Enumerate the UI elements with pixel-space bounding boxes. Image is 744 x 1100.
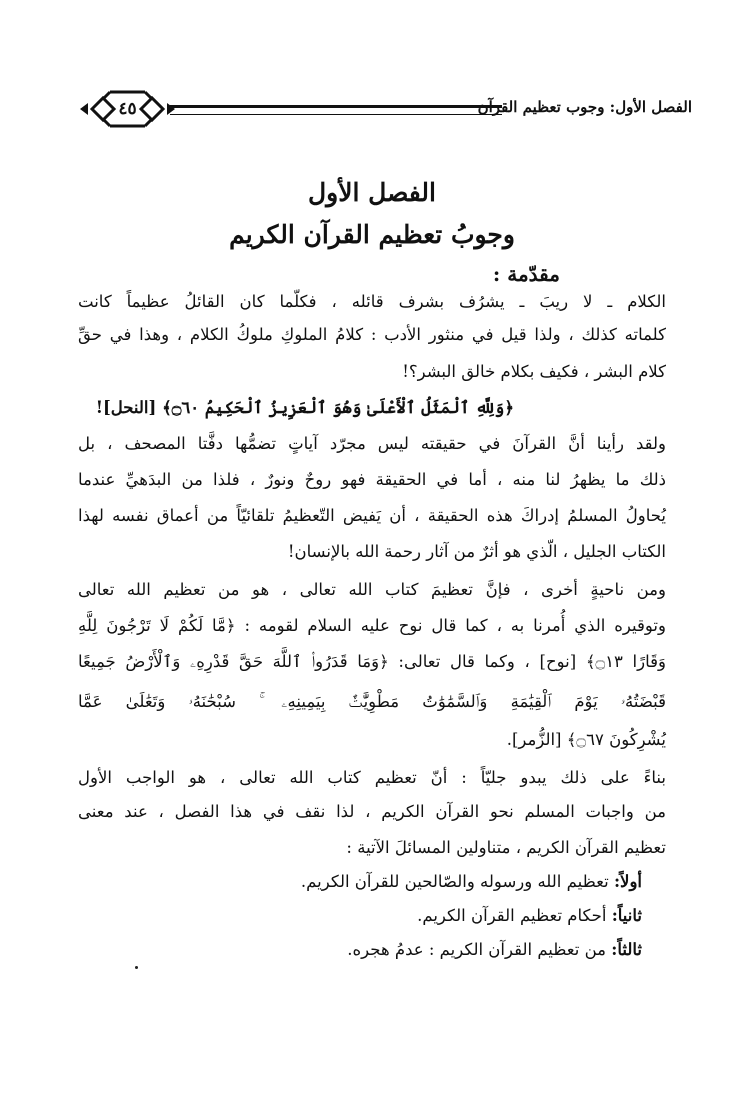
text-line: ذلك ما يظهرُ لنا منه ، أما في الحقيقة فهو روحٌ ونورٌ ، فلذا من البدَهيِّ عندما	[78, 470, 666, 489]
text-line: بناءً على ذلك يبدو جليّاً : أنّ تعظيم كتاب الله تعالى ، هو الواجب الأول	[78, 768, 666, 787]
list-item	[301, 872, 642, 891]
list-label: ثانياً:	[611, 906, 642, 925]
text-line: الكلام ـ لا ريبَ ـ يشرُف بشرف قائله ، فكلّما كان القائلُ عظيماً كانت	[78, 292, 666, 311]
chapter-title: الفصل الأول	[308, 178, 436, 207]
list-text: من تعظيم القرآن الكريم : عدمُ هجره.	[347, 940, 612, 959]
text-line: الكتاب الجليل ، الّذي هو أثرٌ من آثار رحمة الله بالإنسان!	[287, 542, 666, 561]
text-line: قَبْضَتُهُۥ يَوْمَ ٱلْقِيَٰمَةِ وَٱلسَّمَٰوَٰتُ مَطْوِيَّٰتٌۢ بِيَمِينِهِۦ ۚ سُبْحَٰنَهُۥ وَتَعَٰلَىٰ عَمَّا	[78, 692, 666, 711]
text-line: كلماته كذلك ، ولذا قيل في منثور الأدب : كلامُ الملوكِ ملوكُ الكلام ، وهذا في حقِّ	[78, 325, 666, 344]
text-line: يُشْرِكُونَ ۝٦٧﴾ [الزُّمر].	[506, 730, 666, 749]
list-label: أولاً:	[613, 872, 642, 891]
print-speck	[135, 966, 138, 969]
text-line: كلام البشر ، فكيف بكلام خالق البشر؟!	[402, 362, 666, 381]
text-line: تعظيم القرآن الكريم ، متناولين المسائلَ الآتية :	[346, 838, 666, 857]
list-text: تعظيم الله ورسوله والصّالحين للقرآن الكريم.	[300, 872, 614, 891]
text-line: يُحاولُ المسلمُ إدراكَ هذه الحقيقة ، أن يَفيض التّعظيمُ تلقائيّاً من أعماق نفسه لهذا	[78, 506, 666, 525]
quran-verse: ﴿وَلِلَّهِ ٱلْمَثَلُ ٱلْأَعْلَىٰ وَهُوَ ٱلْعَزِيزُ ٱلْحَكِيمُ ۝٦٠﴾ [النحل]!	[95, 398, 514, 417]
chapter-subtitle: وجوبُ تعظيم القرآن الكريم	[229, 220, 515, 249]
list-item	[417, 906, 642, 925]
text-line: من واجبات المسلم نحو القرآن الكريم ، لذا نقف في هذا الفصل ، عند معنى	[78, 802, 666, 821]
section-heading: مقدّمة :	[492, 262, 560, 286]
text-line: ومن ناحيةٍ أخرى ، فإنَّ تعظيمَ كتاب الله تعالى ، هو من تعظيم الله تعالى	[78, 580, 666, 599]
list-item	[347, 940, 642, 959]
text-line: وتوقيره الذي أُمرنا به ، كما قال نوح عليه السلام لقومه : ﴿مَّا لَكُمْ لَا تَرْجُونَ لِلَّهِ	[78, 616, 666, 635]
header-rule	[170, 105, 502, 115]
page-number: ٤٥	[118, 99, 137, 119]
running-title: الفصل الأول: وجوب تعظيم القرآن	[477, 98, 692, 116]
text-line: ولقد رأينا أنَّ القرآنَ في حقيقته ليس مجرّد آياتٍ تضمُّها دفَّتا المصحف ، بل	[78, 434, 666, 453]
list-label: ثالثاً:	[611, 940, 642, 959]
running-header	[80, 86, 692, 132]
text-line: وَقَارًا ۝١٣﴾ [نوح] ، وكما قال تعالى: ﴿وَمَا قَدَرُوا۟ ٱللَّهَ حَقَّ قَدْرِهِۦ وَٱلْأَرْضُ جَمِيعًا	[78, 652, 666, 671]
list-text: أحكام تعظيم القرآن الكريم.	[417, 906, 612, 925]
